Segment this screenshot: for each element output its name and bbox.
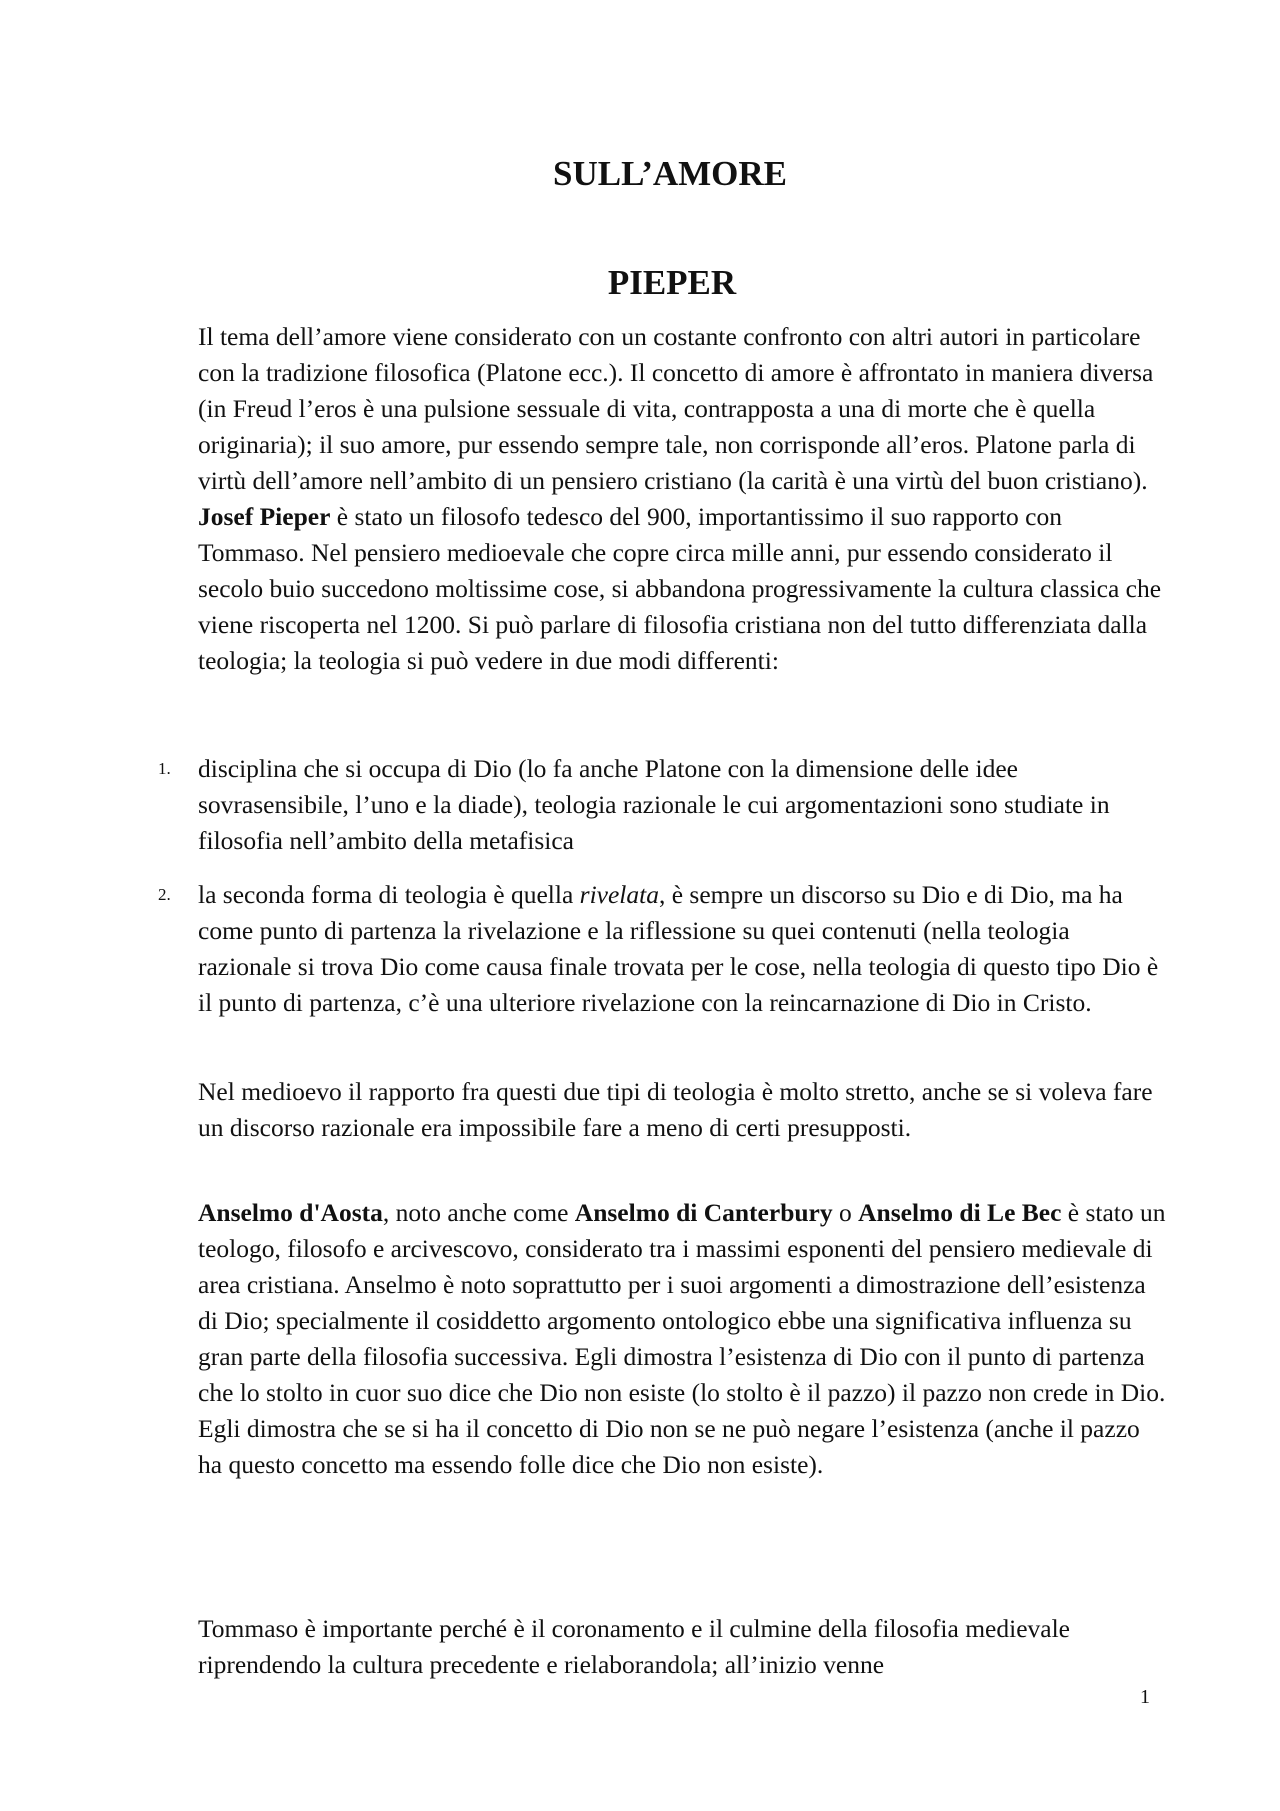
anselmo-le-bec: Anselmo di Le Bec bbox=[858, 1198, 1062, 1227]
intro-text: Il tema dell’amore viene considerato con un costante confronto con altri autori in particolare con la tradizione filosofica (Platone ecc.). Il concetto di amore è affrontato in maniera diversa (in Freud l’eros è una pulsione sessuale di vita, contrapposta a una di morte che è quella originaria); il suo amore, pur essendo sempre tale, non corrisponde all’eros. Platone parla di virtù dell’amore nell’ambito di un pensiero cristiano (la carità è una virtù del buon cristiano). bbox=[198, 322, 1154, 495]
list-item-text-continued: , è sempre un discorso su Dio e di Dio, ma ha come punto di partenza la rivelazione e la riflessione su quei contenuti (nella teologia razionale si trova Dio come causa finale trovata per le cose, nella teologia di questo tipo Dio è il punto di partenza, c’è una ulteriore rivelazione con la reincarnazione di Dio in Cristo. bbox=[198, 880, 1159, 1017]
list-number: 2. bbox=[158, 885, 171, 904]
list-item bbox=[158, 751, 1168, 859]
anselmo-canterbury: Anselmo di Canterbury bbox=[574, 1198, 833, 1227]
list-number: 1. bbox=[158, 759, 171, 778]
intro-text-continued: è stato un filosofo tedesco del 900, importantissimo il suo rapporto con Tommaso. Nel pensiero medioevale che copre circa mille anni, pur essendo considerato il secolo buio succedono moltissime cose, si abbandona progressivamente la cultura classica che viene riscoperta nel 1200. Si può parlare di filosofia cristiana non del tutto differenziata dalla teologia; la teologia si può vedere in due modi differenti: bbox=[198, 502, 1162, 675]
paragraph-tommaso bbox=[198, 1611, 1168, 1683]
anselmo-name: Anselmo d'Aosta bbox=[198, 1198, 383, 1227]
intro-paragraph bbox=[198, 319, 1168, 679]
italic-term: rivelata bbox=[579, 880, 659, 909]
paragraph-text: è stato un teologo, filosofo e arcivescovo, considerato tra i massimi esponenti del pensiero medievale di area cristiana. Anselmo è noto soprattutto per i suoi argomenti a dimostrazione dell’esistenza di Dio; specialmente il cosiddetto argomento ontologico ebbe una significativa influenza su gran parte della filosofia successiva. Egli dimostra l’esistenza di Dio con il punto di partenza che lo stolto in cuor suo dice che Dio non esiste (lo stolto è il pazzo) il pazzo non crede in Dio. Egli dimostra che se si ha il concetto di Dio non se ne può negare l’esistenza (anche il pazzo ha questo concetto ma essendo folle dice che Dio non esiste). bbox=[198, 1198, 1166, 1479]
paragraph-anselmo bbox=[198, 1195, 1168, 1483]
list-item bbox=[158, 877, 1168, 1021]
section-heading: PIEPER bbox=[607, 263, 737, 302]
page-number: 1 bbox=[1140, 1686, 1150, 1708]
author-name: Josef Pieper bbox=[198, 502, 331, 531]
paragraph-medioevo bbox=[198, 1074, 1168, 1146]
page-title: SULL’AMORE bbox=[552, 154, 788, 193]
list-item-text: la seconda forma di teologia è quella bbox=[198, 880, 580, 909]
list-item-text: disciplina che si occupa di Dio (lo fa anche Platone con la dimensione delle idee sovrasensibile, l’uno e la diade), teologia razionale le cui argomentazioni sono studiate in filosofia nell’ambito della metafisica bbox=[198, 754, 1110, 855]
paragraph-text: Nel medioevo il rapporto fra questi due tipi di teologia è molto stretto, anche se si voleva fare un discorso razionale era impossibile fare a meno di certi presupposti. bbox=[198, 1077, 1153, 1142]
paragraph-text: Tommaso è importante perché è il coronamento e il culmine della filosofia medievale riprendendo la cultura precedente e rielaborandola; all’inizio venne bbox=[198, 1614, 1070, 1679]
paragraph-text: , noto anche come bbox=[382, 1198, 575, 1227]
paragraph-text: o bbox=[832, 1198, 859, 1227]
